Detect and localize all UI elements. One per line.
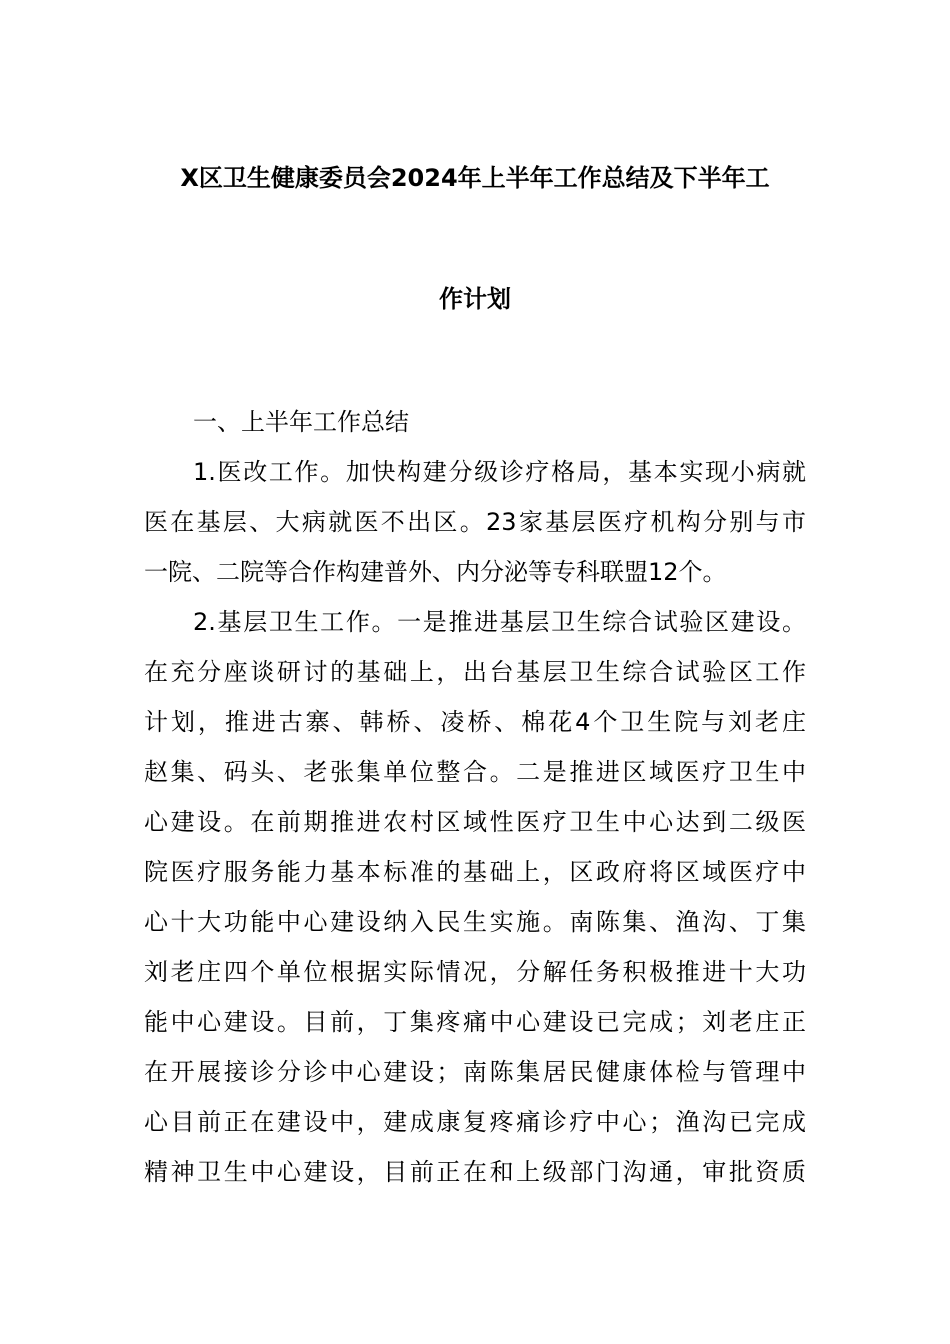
document-title-line-2: 作计划 — [439, 285, 511, 313]
paragraph-line: 心目前正在建设中，建成康复疼痛诊疗中心；渔沟已完成 — [144, 1108, 806, 1136]
paragraph-line: 在充分座谈研讨的基础上，出台基层卫生综合试验区工作 — [144, 658, 806, 686]
paragraph-line: 赵集、码头、老张集单位整合。二是推进区域医疗卫生中 — [144, 758, 806, 786]
paragraph-line: 院医疗服务能力基本标准的基础上，区政府将区域医疗中 — [144, 858, 806, 886]
paragraph-line: 一院、二院等合作构建普外、内分泌等专科联盟12个。 — [144, 558, 727, 586]
paragraph-line: 心建设。在前期推进农村区域性医疗卫生中心达到二级医 — [144, 808, 806, 836]
paragraph-line: 医在基层、大病就医不出区。23家基层医疗机构分别与市 — [144, 508, 806, 536]
paragraph-line: 心十大功能中心建设纳入民生实施。南陈集、渔沟、丁集 — [144, 908, 806, 936]
paragraph-line: 精神卫生中心建设，目前正在和上级部门沟通，审批资质 — [144, 1158, 806, 1186]
paragraph-line: 刘老庄四个单位根据实际情况，分解任务积极推进十大功 — [144, 958, 806, 986]
section-heading: 一、上半年工作总结 — [193, 408, 409, 436]
document-title-line-1: X区卫生健康委员会2024年上半年工作总结及下半年工 — [180, 164, 770, 192]
paragraph-line: 计划，推进古寨、韩桥、凌桥、棉花4个卫生院与刘老庄 — [144, 708, 806, 736]
paragraph-line: 2.基层卫生工作。一是推进基层卫生综合试验区建设。 — [193, 608, 806, 636]
paragraph-line: 能中心建设。目前，丁集疼痛中心建设已完成；刘老庄正 — [144, 1008, 806, 1036]
paragraph-line: 1.医改工作。加快构建分级诊疗格局，基本实现小病就 — [193, 458, 806, 486]
paragraph-line: 在开展接诊分诊中心建设；南陈集居民健康体检与管理中 — [144, 1058, 806, 1086]
